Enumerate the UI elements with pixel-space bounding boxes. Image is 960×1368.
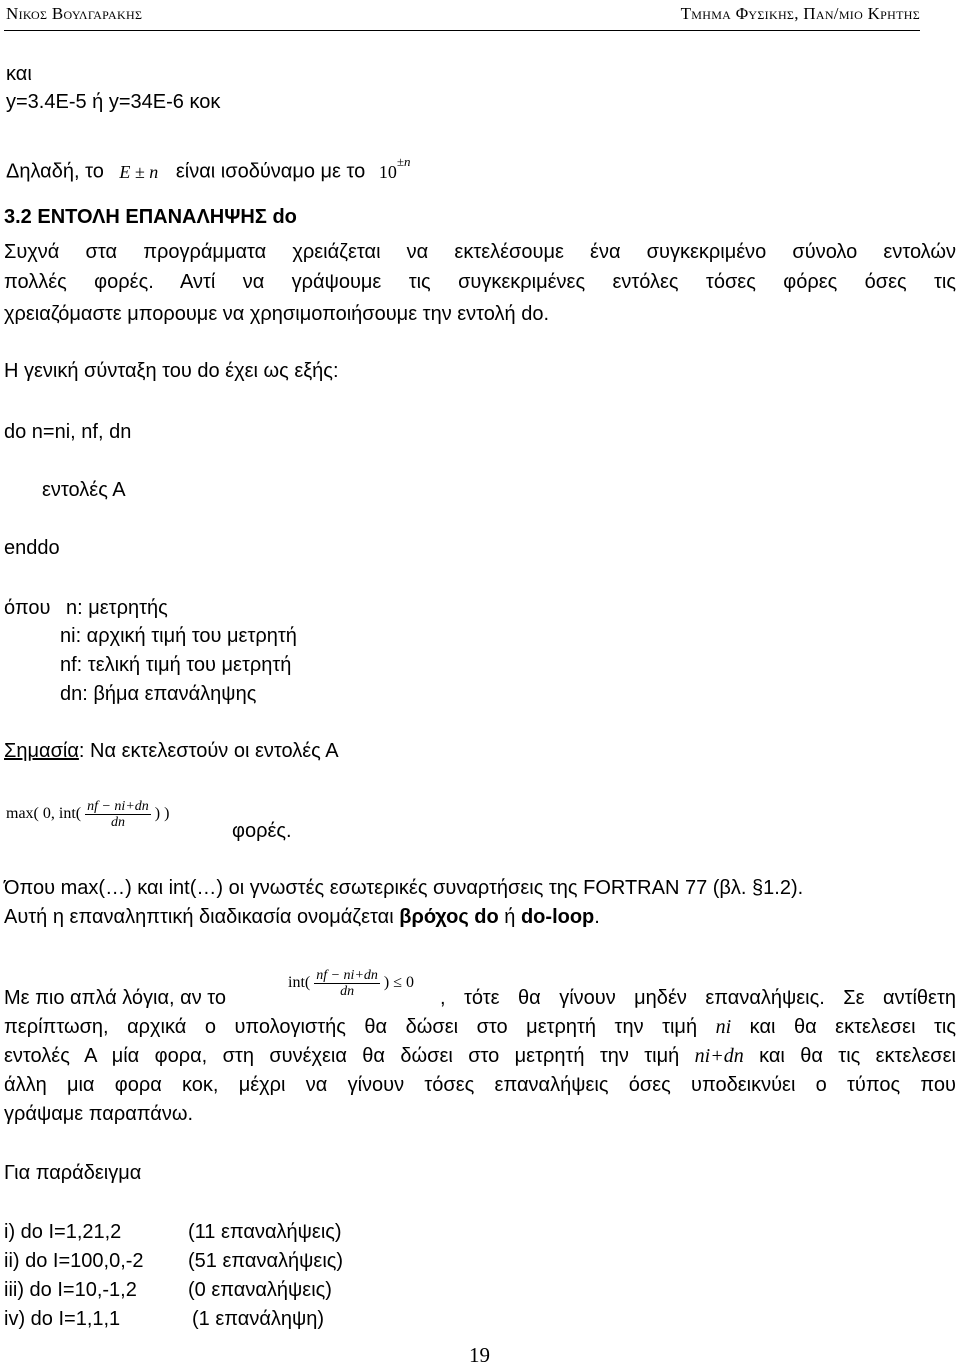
intro-line-1: και <box>6 63 32 85</box>
explanation-line-2-prefix: Αυτή η επαναληπτική διαδικασία ονομάζεται <box>4 906 400 928</box>
formula-fraction <box>85 799 151 830</box>
explanation-line-2-mid: ή <box>498 906 521 928</box>
note-text: : Να εκτελεστούν οι εντολές Α <box>78 740 339 762</box>
note-line <box>4 737 339 765</box>
explanation-para-line-4: άλλη μια φορα κοκ, μέχρι να γίνουν τόσες επαναλήψεις όσες υποδεικνύει ο τύπος που <box>4 1074 956 1096</box>
section-heading: 3.2 ΕΝΤΟΛΗ ΕΠΑΝΑΛΗΨΗΣ do <box>4 206 297 228</box>
explanation-line-2-end: . <box>594 906 600 928</box>
explanation-line-1: Όπου max(…) και int(…) οι γνωστές εσωτερικές συναρτήσεις της FORTRAN 77 (βλ. §1.2). <box>4 877 804 899</box>
definition-nf: nf: τελική τιμή του μετρητή <box>60 654 292 676</box>
definition-ni: ni: αρχική τιμή του μετρητή <box>60 625 297 647</box>
header-institution: Τμημα Φυσικης, Παν/μιο Κρητης <box>680 4 920 23</box>
equivalence-line <box>6 152 410 186</box>
example-note: (0 επαναλήψεις) <box>188 1279 332 1301</box>
example-item <box>4 1247 144 1275</box>
e-notation-expr: E ± n <box>119 161 159 182</box>
condition-fraction <box>314 968 380 999</box>
examples-heading: Για παράδειγμα <box>4 1162 142 1184</box>
formula-numerator: nf − ni+dn <box>87 799 149 814</box>
example-code: i) do I=1,21,2 <box>4 1221 122 1243</box>
condition-denominator: dn <box>340 984 355 999</box>
page-number: 19 <box>469 1343 490 1367</box>
repetition-formula <box>6 799 169 830</box>
syntax-body-line: εντολές Α <box>42 479 126 501</box>
condition-formula-suffix: ) ≤ 0 <box>383 974 415 992</box>
example-note: (11 επαναλήψεις) <box>188 1221 342 1243</box>
var-ni: ni <box>715 1016 732 1038</box>
condition-formula <box>288 968 414 999</box>
definition-dn: dn: βήμα επανάληψης <box>60 683 257 705</box>
formula-prefix: max( 0, int( <box>6 805 82 823</box>
explanation-para-line-3 <box>4 1042 956 1070</box>
explanation-line-2 <box>4 903 600 931</box>
condition-numerator: nf − ni+dn <box>316 968 378 983</box>
p3-a: εντολές Α μία φορα, στη συνέχεια θα δώσει στο μετρητή την τιμή <box>4 1045 695 1067</box>
p3-b: και θα τις εκτελεσει <box>743 1045 956 1067</box>
intro-line-2: y=3.4E-5 ή y=34E-6 κοκ <box>6 91 221 113</box>
para-line-2: πολλές φορές. Αντί να γράψουμε τις συγκεκριμένες εντόλες τόσες φόρες όσες τις <box>4 271 956 293</box>
header-rule <box>4 30 920 31</box>
example-code: ii) do I=100,0,-2 <box>4 1250 144 1272</box>
header-author: Νικος Βουλγαρακης <box>6 4 143 23</box>
syntax-end-line: enddo <box>4 537 60 559</box>
term-do-loop: do-loop <box>520 906 595 928</box>
example-code: iv) do I=1,1,1 <box>4 1308 121 1330</box>
example-note: (1 επανάληψη) <box>192 1308 325 1330</box>
condition-suffix: , τότε θα γίνουν μηδέν επαναλήψεις. Σε αντίθετη <box>440 987 956 1009</box>
formula-denominator: dn <box>110 815 125 830</box>
example-note: (51 επαναλήψεις) <box>188 1250 344 1272</box>
explanation-para-line-5: γράψαμε παραπάνω. <box>4 1103 194 1125</box>
condition-formula-prefix: int( <box>288 974 311 992</box>
syntax-intro: Η γενική σύνταξη του do έχει ως εξής: <box>4 360 339 382</box>
example-item <box>4 1218 121 1246</box>
syntax-do-line: do n=ni, nf, dn <box>4 421 132 443</box>
example-item <box>4 1305 120 1333</box>
para-line-1: Συχνά στα προγράμματα χρειάζεται να εκτελέσουμε ένα συγκεκριμένο σύνολο εντολών <box>4 241 956 263</box>
note-label: Σημασία <box>4 740 79 762</box>
p2-b: και θα εκτελεσει τις <box>731 1016 957 1038</box>
definition-n: n: μετρητής <box>66 597 168 619</box>
var-ni-plus-dn: ni+dn <box>694 1045 744 1067</box>
p2-a: περίπτωση, αρχικά ο υπολογιστής θα δώσει στο μετρητή την τιμή <box>4 1016 716 1038</box>
term-do-loop-greek: βρόχος do <box>399 906 499 928</box>
equivalence-mid: είναι ισοδύναμο με το <box>175 160 366 183</box>
power-base: 10 <box>378 161 397 182</box>
equivalence-prefix: Δηλαδή, το <box>6 160 104 183</box>
formula-suffix: ) ) <box>154 805 170 823</box>
explanation-para-line-2 <box>4 1013 956 1041</box>
definitions-label: όπου <box>4 597 51 619</box>
example-code: iii) do I=10,-1,2 <box>4 1279 137 1301</box>
para-line-3: χρειαζόμαστε μπορουμε να χρησιμοποιήσουμε την εντολή do. <box>4 303 550 325</box>
formula-times-label: φορές. <box>232 820 292 842</box>
example-item <box>4 1276 137 1304</box>
power-exponent: ±n <box>396 154 411 169</box>
condition-prefix: Με πιο απλά λόγια, αν το <box>4 987 227 1009</box>
